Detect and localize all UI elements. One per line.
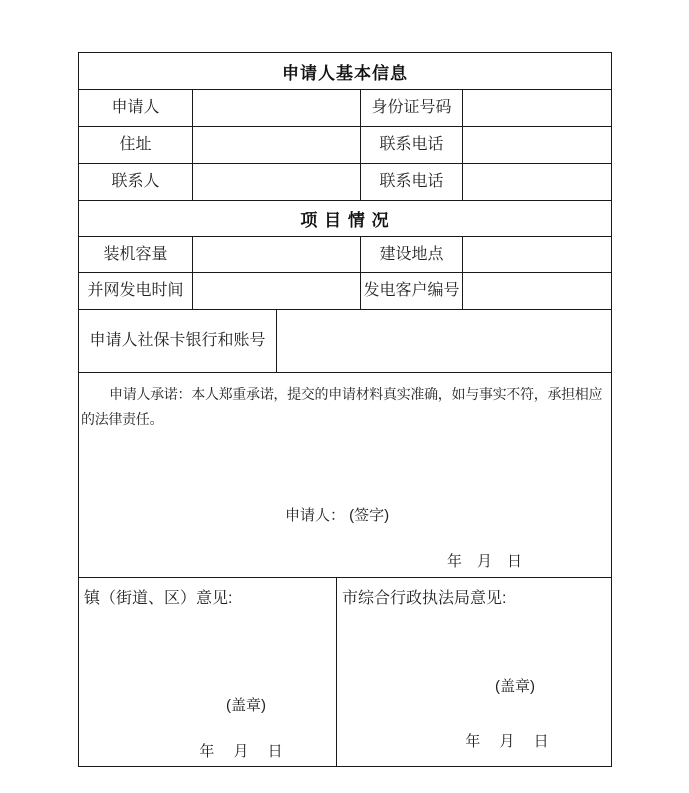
application-form-table	[78, 52, 612, 767]
section2-header-row	[79, 201, 611, 237]
contact-person-value-cell	[193, 164, 361, 200]
installed-capacity-label: 装机容量	[79, 237, 193, 272]
grid-connection-time-label: 并网发电时间	[79, 273, 193, 309]
bureau-opinion-title: 市综合行政执法局意见:	[342, 590, 507, 607]
contact-phone-value-cell	[463, 164, 611, 200]
section2-title: 项 目 情 况	[300, 211, 390, 230]
id-number-value-cell	[463, 90, 611, 126]
customer-number-label: 发电客户编号	[361, 273, 463, 309]
capacity-row	[79, 237, 611, 273]
section1-header-row	[79, 53, 611, 90]
town-seal-placeholder: (盖章)	[226, 697, 266, 714]
id-number-label: 身份证号码	[361, 90, 463, 126]
applicant-signature-line: 申请人： (签字)	[285, 507, 390, 524]
town-opinion-cell	[79, 578, 337, 766]
construction-site-value-cell	[463, 237, 611, 272]
phone-value-cell	[463, 127, 611, 163]
customer-number-value-cell	[463, 273, 611, 309]
bank-account-row	[79, 310, 611, 373]
promise-date-line: 年 月 日	[447, 553, 523, 570]
address-value-cell	[193, 127, 361, 163]
promise-row	[79, 373, 611, 578]
bureau-seal-placeholder: (盖章)	[495, 678, 535, 695]
address-row	[79, 127, 611, 164]
address-label: 住址	[79, 127, 193, 163]
applicant-row	[79, 90, 611, 127]
contact-person-row	[79, 164, 611, 201]
grid-connection-time-value-cell	[193, 273, 361, 309]
applicant-label: 申请人	[79, 90, 193, 126]
section1-title: 申请人基本信息	[282, 63, 408, 83]
applicant-value-cell	[193, 90, 361, 126]
town-date-line: 年 月 日	[199, 743, 283, 760]
town-opinion-title: 镇（街道、区）意见:	[84, 590, 233, 607]
promise-text: 申请人承诺：本人郑重承诺，提交的申请材料真实准确，如与事实不符，承担相应的法律责任。	[81, 386, 603, 427]
construction-site-label: 建设地点	[361, 237, 463, 272]
promise-cell	[79, 373, 611, 577]
grid-connection-row	[79, 273, 611, 310]
bank-account-label: 申请人社保卡银行和账号	[79, 310, 277, 372]
bureau-opinion-cell	[337, 578, 611, 766]
contact-phone-label: 联系电话	[361, 164, 463, 200]
installed-capacity-value-cell	[193, 237, 361, 272]
opinions-row	[79, 578, 611, 766]
bank-account-value-cell	[277, 310, 611, 372]
contact-person-label: 联系人	[79, 164, 193, 200]
phone-label: 联系电话	[361, 127, 463, 163]
bureau-date-line: 年 月 日	[465, 733, 549, 750]
